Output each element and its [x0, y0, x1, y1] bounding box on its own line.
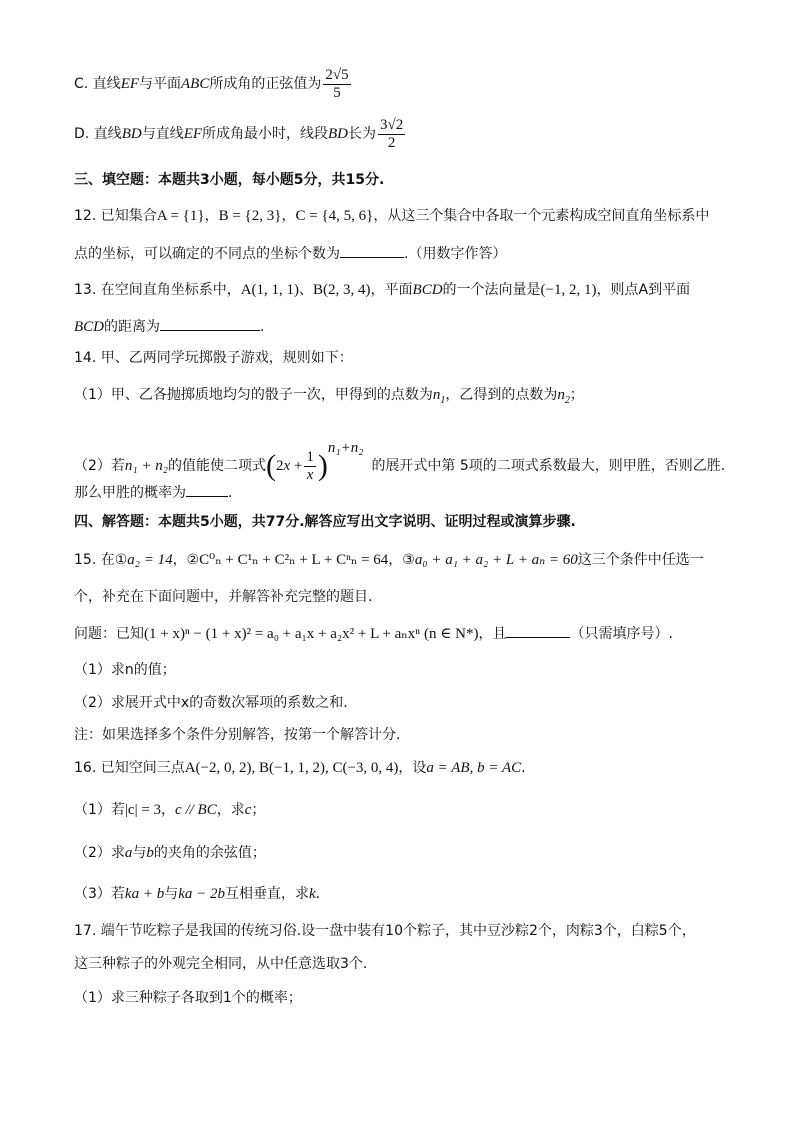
q12-question: 点的坐标，可以确定的不同点的坐标个数为 — [74, 246, 340, 262]
n1: $n_1$ — [432, 387, 446, 406]
q15-text: 这三个条件中任选一 — [577, 552, 704, 568]
q15-line2: 个，补充在下面问题中，并解答补充完整的题目. — [74, 589, 373, 605]
q14-rule2-pre: （2）若 — [74, 458, 125, 474]
q15-intro: 15. 在① — [74, 552, 128, 568]
option-d-mid: 与直线 — [141, 126, 184, 142]
q16-vectors: a = AB, b = AC — [426, 760, 522, 776]
q15-line1: 15. 在①a₂ = 14，②C⁰ₙ + C¹ₙ + C²ₙ + L + Cⁿₙ = 64，③a₀ + a₁ + a₂ + L + aₙ = 60这三个条件中任选一 — [74, 552, 704, 568]
q16-line1: 16. 已知空间三点A(−2, 0, 2), B(−1, 1, 2), C(−3, 0, 4)，设a = AB, b = AC. — [74, 760, 526, 776]
variable-k: k — [308, 886, 316, 902]
point-a: A(1, 1, 1) — [240, 282, 300, 298]
q14-question: 那么甲胜的概率为 — [74, 485, 186, 501]
q13-answer-blank[interactable] — [160, 316, 260, 331]
q12-answer-blank[interactable] — [340, 243, 404, 258]
option-d-post2: 长为 — [348, 126, 377, 142]
set-a: A = {1} — [156, 208, 205, 224]
q15-note-line: 注：如果选择多个条件分别解答，按第一个解答计分. — [74, 727, 401, 743]
fraction-1-over-x: $\frac{1}{x}$ — [306, 448, 314, 483]
q16-part1: （1）若|c| = 3，c // BC，求c； — [74, 802, 266, 818]
q12-intro: 12. 已知集合 — [74, 208, 157, 224]
q16-part2: （2）求a与b的夹角的余弦值； — [74, 845, 266, 861]
fraction-2sqrt5-over-5: $\frac{2√5}{5}$ — [325, 66, 349, 101]
q14-line3 — [74, 428, 726, 483]
binomial-2x: 2x + — [275, 458, 303, 474]
q16-part3: （3）若ka + b与ka − 2b互相垂直，求k. — [74, 886, 321, 902]
q15-part2: （2）求展开式中x的奇数次幂项的系数之和. — [74, 695, 348, 711]
plane-abc: ABC — [181, 76, 210, 92]
q15-equation: (1 + x)ⁿ − (1 + x)² = a₀ + a₁x + a₂x² + L + aₙxⁿ — [144, 626, 421, 642]
option-c-mid: 与平面 — [139, 76, 182, 92]
binomial-left-paren: ( — [265, 449, 276, 482]
q14-rule2-post: 的展开式中第 5项的二项式系数最大，则甲胜，否则乙胜. — [371, 458, 726, 474]
line-ef-d: EF — [183, 126, 203, 142]
q17-line2: 这三种粽子的外观完全相同，从中任意选取3个. — [74, 956, 368, 972]
normal-vector: (−1, 2, 1) — [540, 282, 597, 298]
q16-expr2: ka − 2b — [178, 886, 225, 902]
line-bd: BD — [121, 126, 142, 142]
q16-points: A(−2, 0, 2), B(−1, 1, 2), C(−3, 0, 4) — [184, 760, 399, 776]
set-c: C = {4, 5, 6} — [295, 208, 374, 224]
option-d — [74, 114, 407, 154]
q15-problem: 问题：已知 — [74, 626, 144, 642]
q15-note: （只需填序号）. — [570, 626, 673, 642]
plane-bcd-2: BCD — [74, 319, 104, 335]
q12-note: .（用数字作答） — [404, 246, 507, 262]
q17-line1: 17. 端午节吃粽子是我国的传统习俗.设一盘中装有10个粽子，其中豆沙粽2个，肉粽3个，白粽5个， — [74, 923, 696, 939]
vector-b: b — [146, 845, 154, 861]
binomial-exponent: n₁+n₂ — [327, 440, 364, 456]
point-b: B(2, 3, 4) — [313, 282, 371, 298]
vector-c: c — [244, 802, 252, 818]
q12-text: ，从这三个集合中各取一个元素构成空间直角坐标系中 — [373, 208, 710, 224]
binomial-right-paren: ) — [317, 449, 328, 482]
q14-line4: 那么甲胜的概率为 . — [74, 482, 232, 503]
condition-3: a₀ + a₁ + a₂ + L + aₙ = 60 — [414, 552, 578, 568]
section-3-heading: 三、填空题：本题共3小题，每小题5分，共15分. — [74, 172, 385, 188]
q15-condition: (n ∈ N*) — [424, 626, 479, 642]
q16-intro: 16. 已知空间三点 — [74, 760, 185, 776]
line-ef: EF — [120, 76, 140, 92]
q14-line2 — [74, 385, 584, 411]
q13-line1: 13. 在空间直角坐标系中，A(1, 1, 1)、B(2, 3, 4)，平面BCD的一个法向量是(−1, 2, 1)，则点A到平面 — [74, 282, 691, 298]
q13-text2: 的一个法向量是 — [442, 282, 541, 298]
q12-line1: 12. 已知集合A = {1}，B = {2, 3}，C = {4, 5, 6}，从这三个集合中各取一个元素构成空间直角坐标系中 — [74, 208, 710, 224]
q14-rule1-mid: ，乙得到的点数为 — [445, 387, 558, 403]
q13-line2: BCD的距离为 . — [74, 316, 264, 337]
sum-n1-n2: n₁ + n₂ — [124, 458, 168, 474]
condition-1: a₂ = 14 — [127, 552, 173, 568]
q14-rule1: （1）甲、乙各抛掷质地均匀的骰子一次，甲得到的点数为 — [74, 387, 433, 403]
condition-2: C⁰ₙ + C¹ₙ + C²ₙ + L + Cⁿₙ = 64 — [199, 552, 389, 568]
q12-line2 — [74, 243, 506, 264]
segment-bd: BD — [328, 126, 349, 142]
q15-part1: （1）求n的值； — [74, 662, 176, 678]
q15-choice-blank[interactable] — [506, 623, 570, 638]
option-c-pre: C. 直线 — [74, 76, 121, 92]
q14-line1: 14. 甲、乙两同学玩掷骰子游戏，规则如下： — [74, 350, 353, 366]
set-b: B = {2, 3} — [218, 208, 282, 224]
n2: $n_2$ — [557, 387, 570, 406]
q17-part1: （1）求三种粽子各取到1个的概率； — [74, 990, 302, 1006]
q16-magnitude: |c| = 3 — [124, 802, 162, 818]
q14-rule1-end: ； — [569, 387, 584, 403]
option-d-pre: D. 直线 — [74, 126, 122, 142]
q16-parallel: c // BC — [175, 802, 217, 818]
section-4-heading: 四、解答题：本题共5小题，共77分.解答应写出文字说明、证明过程或演算步骤. — [74, 514, 576, 530]
q14-rule2-mid: 的值能使二项式 — [167, 458, 266, 474]
q13-text1: ，平面 — [370, 282, 413, 298]
q13-intro: 13. 在空间直角坐标系中， — [74, 282, 241, 298]
option-c — [74, 64, 353, 104]
q13-text3: ，则点A到平面 — [596, 282, 691, 298]
vector-a: a — [124, 845, 133, 861]
q15-line3: 问题：已知(1 + x)ⁿ − (1 + x)² = a₀ + a₁x + a₂x² + L + aₙxⁿ (n ∈ N*)，且 （只需填序号）. — [74, 623, 673, 644]
q14-answer-blank[interactable] — [186, 482, 228, 497]
option-c-post: 所成角的正弦值为 — [209, 76, 322, 92]
fraction-3sqrt2-over-2: $\frac{3√2}{2}$ — [380, 116, 404, 151]
q16-expr1: ka + b — [124, 886, 165, 902]
option-d-post: 所成角最小时，线段 — [202, 126, 329, 142]
plane-bcd: BCD — [412, 282, 443, 298]
q13-question: 的距离为 — [104, 319, 160, 335]
